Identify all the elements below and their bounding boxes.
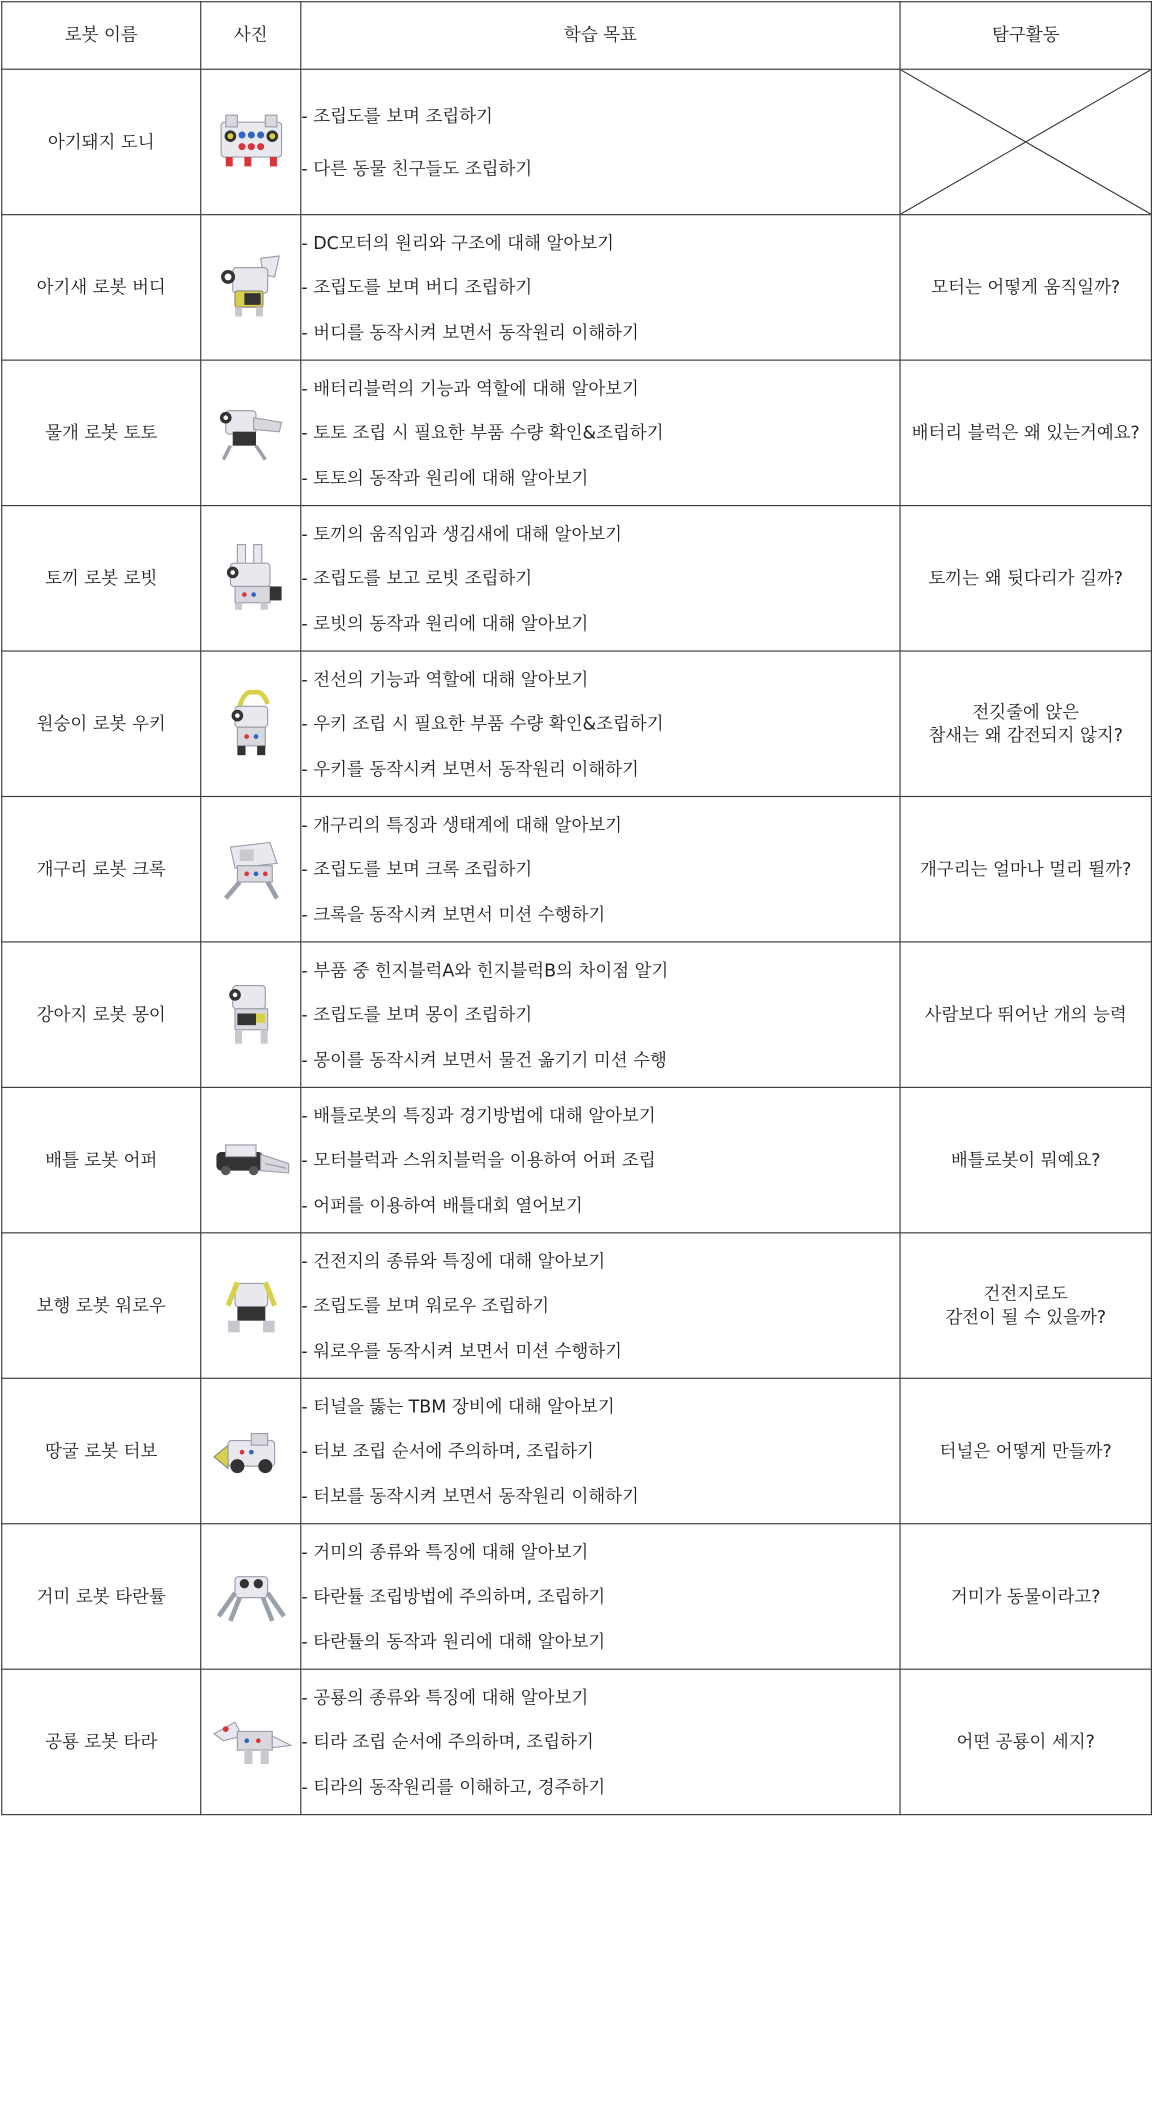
seal-robot-icon bbox=[209, 397, 293, 469]
goal-line: - 조립도를 보며 크록 조립하기 bbox=[301, 859, 533, 881]
goal-line: - 터널을 뚫는 TBM 장비에 대해 알아보기 bbox=[301, 1396, 615, 1418]
goal-line: - 조립도를 보며 워로우 조립하기 bbox=[301, 1295, 550, 1317]
goal-line: - 티라의 동작원리를 이해하고, 경주하기 bbox=[301, 1776, 606, 1798]
table-row bbox=[2, 1233, 1152, 1378]
inquiry-activity bbox=[900, 942, 1151, 1087]
learning-goals bbox=[301, 1233, 900, 1378]
goal-line: - 조립도를 보고 로빗 조립하기 bbox=[301, 568, 533, 590]
table-row bbox=[2, 1669, 1152, 1814]
goal-line: - 우키를 동작시켜 보면서 동작원리 이해하기 bbox=[301, 758, 639, 780]
learning-goals bbox=[301, 1669, 900, 1814]
pig-robot-icon bbox=[209, 106, 293, 178]
goal-line: - 타란튤 조립방법에 주의하며, 조립하기 bbox=[301, 1586, 606, 1608]
robot-name: 원숭이 로봇 우키 bbox=[2, 651, 201, 796]
battle-robot-icon bbox=[209, 1124, 293, 1196]
goal-line: - 워로우를 동작시켜 보면서 미션 수행하기 bbox=[301, 1340, 623, 1362]
tunnel-robot-icon bbox=[209, 1415, 293, 1487]
learning-goals bbox=[301, 1524, 900, 1669]
goal-line: - 다른 동물 친구들도 조립하기 bbox=[301, 157, 533, 179]
robot-photo bbox=[201, 215, 301, 360]
robot-photo bbox=[201, 1087, 301, 1232]
goal-line: - 크록을 동작시켜 보면서 미션 수행하기 bbox=[301, 903, 606, 925]
inquiry-line: 개구리는 얼마나 멀리 뛸까? bbox=[920, 858, 1132, 880]
inquiry-line: 터널은 어떻게 만들까? bbox=[939, 1440, 1112, 1462]
inquiry-activity bbox=[900, 651, 1151, 796]
table-row bbox=[2, 506, 1152, 651]
learning-goals bbox=[301, 1378, 900, 1523]
robot-name: 물개 로봇 토토 bbox=[2, 360, 201, 505]
robot-name: 강아지 로봇 몽이 bbox=[2, 942, 201, 1087]
robot-name: 공룡 로봇 타라 bbox=[2, 1669, 201, 1814]
bird-robot-icon bbox=[209, 251, 293, 323]
robot-curriculum-table bbox=[1, 1, 1152, 1815]
goal-line: - 전선의 기능과 역할에 대해 알아보기 bbox=[301, 669, 589, 691]
inquiry-activity bbox=[900, 1087, 1151, 1232]
inquiry-activity bbox=[900, 1378, 1151, 1523]
robot-photo bbox=[201, 942, 301, 1087]
goal-line: - 토토 조립 시 필요한 부품 수량 확인&조립하기 bbox=[301, 422, 664, 444]
table-row bbox=[2, 796, 1152, 941]
goal-line: - 타란튤의 동작과 원리에 대해 알아보기 bbox=[301, 1631, 606, 1653]
learning-goals bbox=[301, 651, 900, 796]
monkey-robot-icon bbox=[209, 688, 293, 760]
goal-line: - 몽이를 동작시켜 보면서 물건 옮기기 미션 수행 bbox=[301, 1049, 667, 1071]
walking-robot-icon bbox=[209, 1269, 293, 1341]
goal-line: - 건전지의 종류와 특징에 대해 알아보기 bbox=[301, 1250, 606, 1272]
goal-line: - 우키 조립 시 필요한 부품 수량 확인&조립하기 bbox=[301, 713, 664, 735]
inquiry-activity bbox=[900, 506, 1151, 651]
goal-line: - 어퍼를 이용하여 배틀대회 열어보기 bbox=[301, 1194, 583, 1216]
header-learning-goals: 학습 목표 bbox=[301, 2, 900, 69]
inquiry-activity bbox=[900, 796, 1151, 941]
robot-photo bbox=[201, 1233, 301, 1378]
goal-line: - 부품 중 힌지블럭A와 힌지블럭B의 차이점 알기 bbox=[301, 959, 669, 981]
table-body bbox=[2, 69, 1152, 1814]
inquiry-activity bbox=[900, 1669, 1151, 1814]
inquiry-line: 모터는 어떻게 움직일까? bbox=[931, 276, 1121, 298]
goal-line: - DC모터의 원리와 구조에 대해 알아보기 bbox=[301, 232, 614, 254]
inquiry-line: 감전이 될 수 있을까? bbox=[945, 1306, 1107, 1328]
table-row bbox=[2, 651, 1152, 796]
table-header-row bbox=[2, 2, 1152, 69]
table-row bbox=[2, 1087, 1152, 1232]
robot-photo bbox=[201, 1669, 301, 1814]
goal-line: - 터보 조립 순서에 주의하며, 조립하기 bbox=[301, 1440, 594, 1462]
empty-cross-mark bbox=[901, 70, 1151, 214]
learning-goals bbox=[301, 506, 900, 651]
goal-line: - 모터블럭과 스위치블럭을 이용하여 어퍼 조립 bbox=[301, 1150, 656, 1172]
goal-line: - 터보를 동작시켜 보면서 동작원리 이해하기 bbox=[301, 1485, 639, 1507]
robot-name: 배틀 로봇 어퍼 bbox=[2, 1087, 201, 1232]
robot-name: 토끼 로봇 로빗 bbox=[2, 506, 201, 651]
robot-photo bbox=[201, 1378, 301, 1523]
goal-line: - 배터리블럭의 기능과 역할에 대해 알아보기 bbox=[301, 378, 639, 400]
table-row bbox=[2, 942, 1152, 1087]
inquiry-activity bbox=[900, 1233, 1151, 1378]
goal-line: - 배틀로봇의 특징과 경기방법에 대해 알아보기 bbox=[301, 1105, 656, 1127]
robot-photo bbox=[201, 1524, 301, 1669]
inquiry-empty-cell bbox=[900, 69, 1151, 214]
dinosaur-robot-icon bbox=[209, 1706, 293, 1778]
inquiry-line: 배터리 블럭은 왜 있는거예요? bbox=[911, 422, 1140, 444]
header-photo: 사진 bbox=[201, 2, 301, 69]
goal-line: - 토토의 동작과 원리에 대해 알아보기 bbox=[301, 467, 589, 489]
learning-goals bbox=[301, 360, 900, 505]
spider-robot-icon bbox=[209, 1560, 293, 1632]
robot-name: 아기돼지 도니 bbox=[2, 69, 201, 214]
learning-goals bbox=[301, 215, 900, 360]
goal-line: - 공룡의 종류와 특징에 대해 알아보기 bbox=[301, 1687, 589, 1709]
dog-robot-icon bbox=[209, 979, 293, 1051]
table-row bbox=[2, 215, 1152, 360]
rabbit-robot-icon bbox=[209, 542, 293, 614]
robot-photo bbox=[201, 360, 301, 505]
goal-line: - 버디를 동작시켜 보면서 동작원리 이해하기 bbox=[301, 322, 639, 343]
goal-line: - 조립도를 보며 버디 조립하기 bbox=[301, 277, 533, 299]
robot-photo bbox=[201, 796, 301, 941]
inquiry-activity bbox=[900, 360, 1151, 505]
robot-name: 보행 로봇 워로우 bbox=[2, 1233, 201, 1378]
table-row bbox=[2, 1524, 1152, 1669]
inquiry-activity bbox=[900, 1524, 1151, 1669]
table-row bbox=[2, 360, 1152, 505]
learning-goals bbox=[301, 69, 900, 214]
robot-photo bbox=[201, 506, 301, 651]
robot-photo bbox=[201, 69, 301, 214]
inquiry-line: 토끼는 왜 뒷다리가 길까? bbox=[928, 567, 1123, 589]
robot-name: 아기새 로봇 버디 bbox=[2, 215, 201, 360]
learning-goals bbox=[301, 942, 900, 1087]
inquiry-line: 어떤 공룡이 세지? bbox=[956, 1731, 1095, 1753]
table-row bbox=[2, 69, 1152, 214]
goal-line: - 토끼의 움직임과 생김새에 대해 알아보기 bbox=[301, 523, 623, 545]
header-robot-name: 로봇 이름 bbox=[2, 2, 201, 69]
goal-line: - 로빗의 동작과 원리에 대해 알아보기 bbox=[301, 612, 589, 634]
frog-robot-icon bbox=[209, 833, 293, 905]
learning-goals bbox=[301, 1087, 900, 1232]
goal-line: - 조립도를 보며 몽이 조립하기 bbox=[301, 1004, 533, 1026]
table-row bbox=[2, 1378, 1152, 1523]
inquiry-line: 배틀로봇이 뭐예요? bbox=[950, 1149, 1101, 1171]
inquiry-line: 거미가 동물이라고? bbox=[950, 1585, 1101, 1607]
goal-line: - 거미의 종류와 특징에 대해 알아보기 bbox=[301, 1541, 589, 1563]
inquiry-line: 전깃줄에 앉은 bbox=[972, 701, 1080, 723]
header-inquiry-activity: 탐구활동 bbox=[900, 2, 1151, 69]
goal-line: - 개구리의 특징과 생태계에 대해 알아보기 bbox=[301, 814, 623, 836]
inquiry-line: 건전지로도 bbox=[983, 1283, 1068, 1305]
robot-name: 거미 로봇 타란튤 bbox=[2, 1524, 201, 1669]
robot-name: 개구리 로봇 크록 bbox=[2, 796, 201, 941]
inquiry-activity bbox=[900, 215, 1151, 360]
goal-line: - 조립도를 보며 조립하기 bbox=[301, 106, 493, 128]
robot-photo bbox=[201, 651, 301, 796]
inquiry-line: 참새는 왜 감전되지 않지? bbox=[928, 724, 1123, 746]
inquiry-line: 사람보다 뛰어난 개의 능력 bbox=[924, 1004, 1127, 1025]
learning-goals bbox=[301, 796, 900, 941]
robot-name: 땅굴 로봇 터보 bbox=[2, 1378, 201, 1523]
goal-line: - 티라 조립 순서에 주의하며, 조립하기 bbox=[301, 1731, 594, 1753]
